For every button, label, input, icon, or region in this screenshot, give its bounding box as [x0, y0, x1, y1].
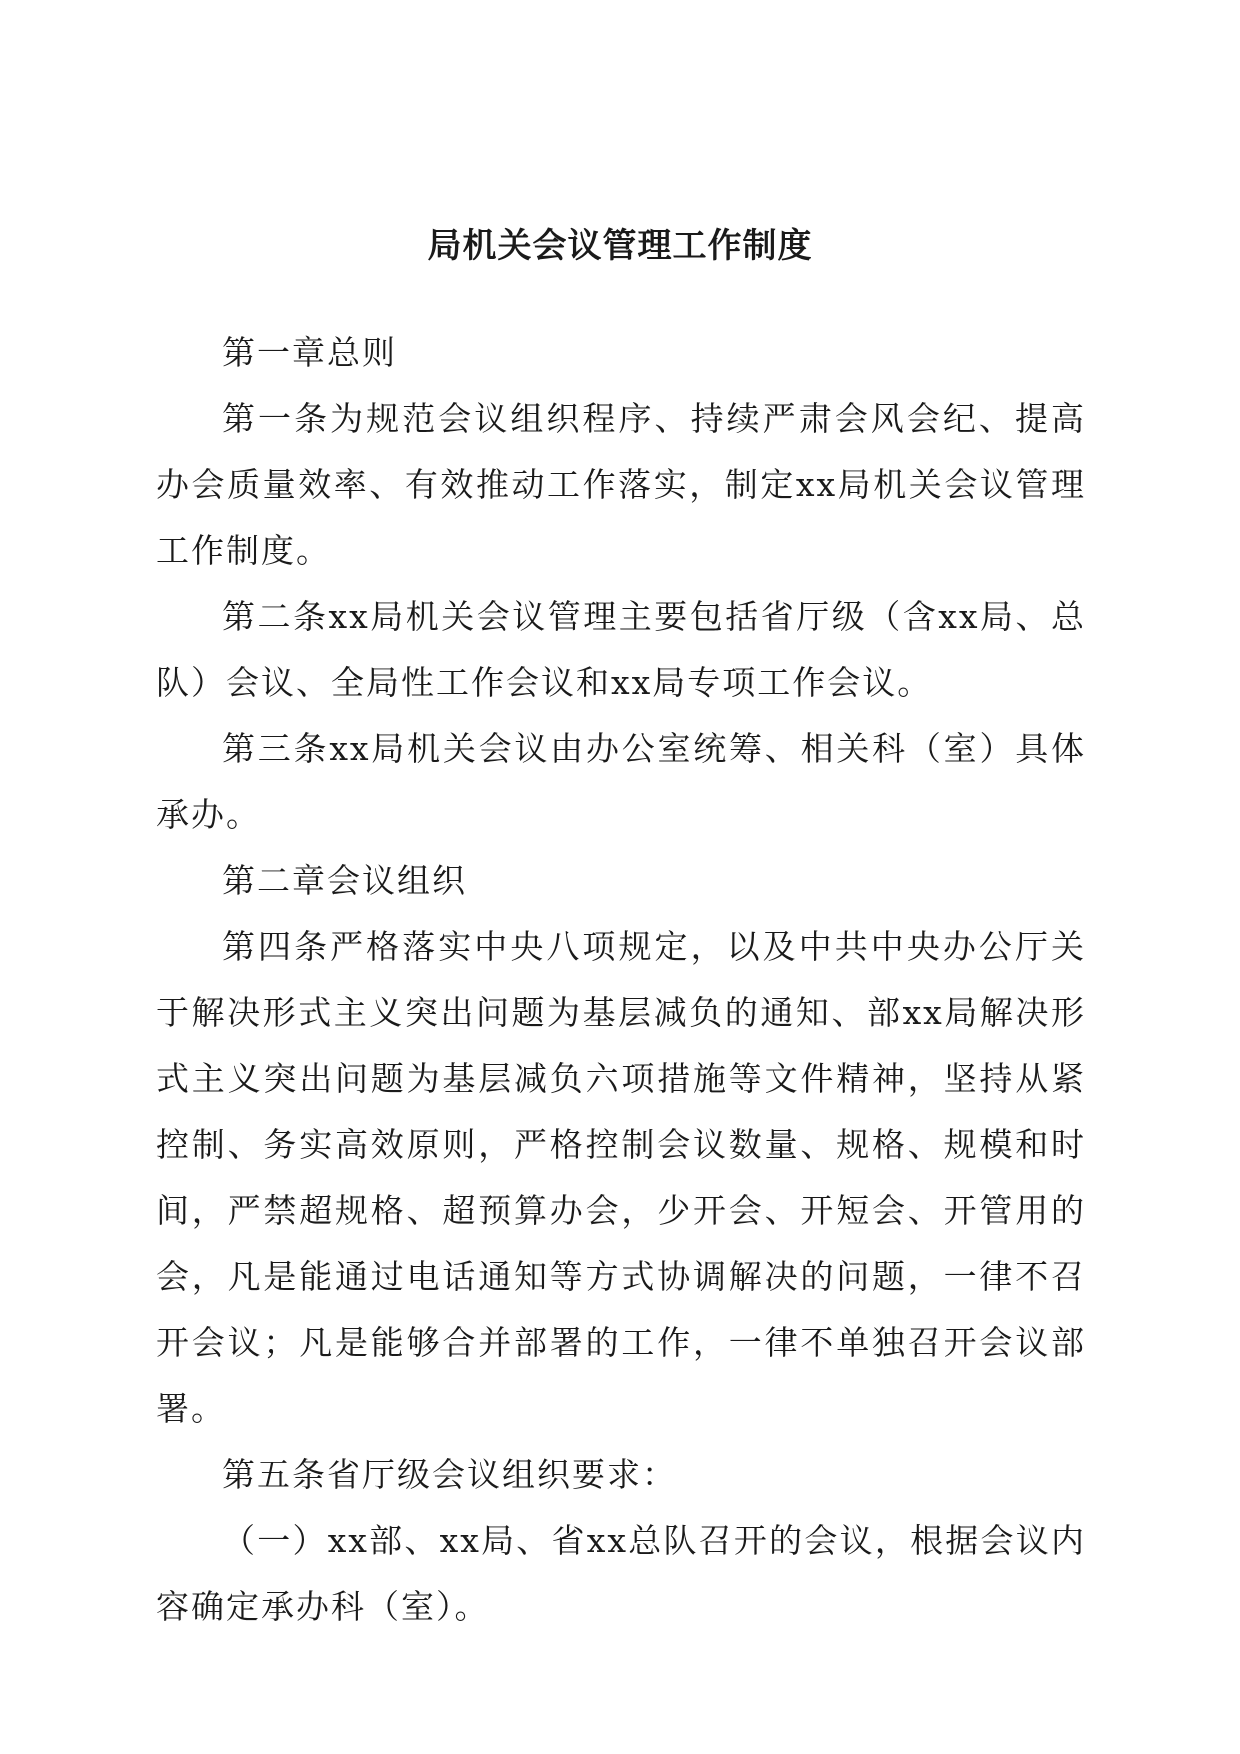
article-paragraph: 第三条xx局机关会议由办公室统筹、相关科（室）具体承办。: [156, 729, 1086, 834]
document-body: [156, 320, 1086, 1640]
document-title: 局机关会议管理工作制度: [427, 226, 813, 266]
article-paragraph: 第二条xx局机关会议管理主要包括省厅级（含xx局、总队）会议、全局性工作会议和xx局专项工作会议。: [156, 597, 1086, 702]
list-item-paragraph: （一）xx部、xx局、省xx总队召开的会议，根据会议内容确定承办科（室）。: [156, 1521, 1086, 1626]
chapter-heading: 第一章总则: [222, 333, 397, 372]
article-paragraph: 第四条严格落实中央八项规定，以及中共中央办公厅关于解决形式主义突出问题为基层减负的通知、部xx局解决形式主义突出问题为基层减负六项措施等文件精神，坚持从紧控制、务实高效原则，严格控制会议数量、规格、规模和时间，严禁超规格、超预算办会，少开会、开短会、开管用的会，凡是能通过电话通知等方式协调解决的问题，一律不召开会议；凡是能够合并部署的工作，一律不单独召开会议部署。: [156, 927, 1086, 1428]
article-paragraph: 第一条为规范会议组织程序、持续严肃会风会纪、提高办会质量效率、有效推动工作落实，制定xx局机关会议管理工作制度。: [156, 399, 1086, 570]
chapter-heading: 第二章会议组织: [222, 861, 467, 900]
article-paragraph: 第五条省厅级会议组织要求：: [222, 1455, 677, 1494]
